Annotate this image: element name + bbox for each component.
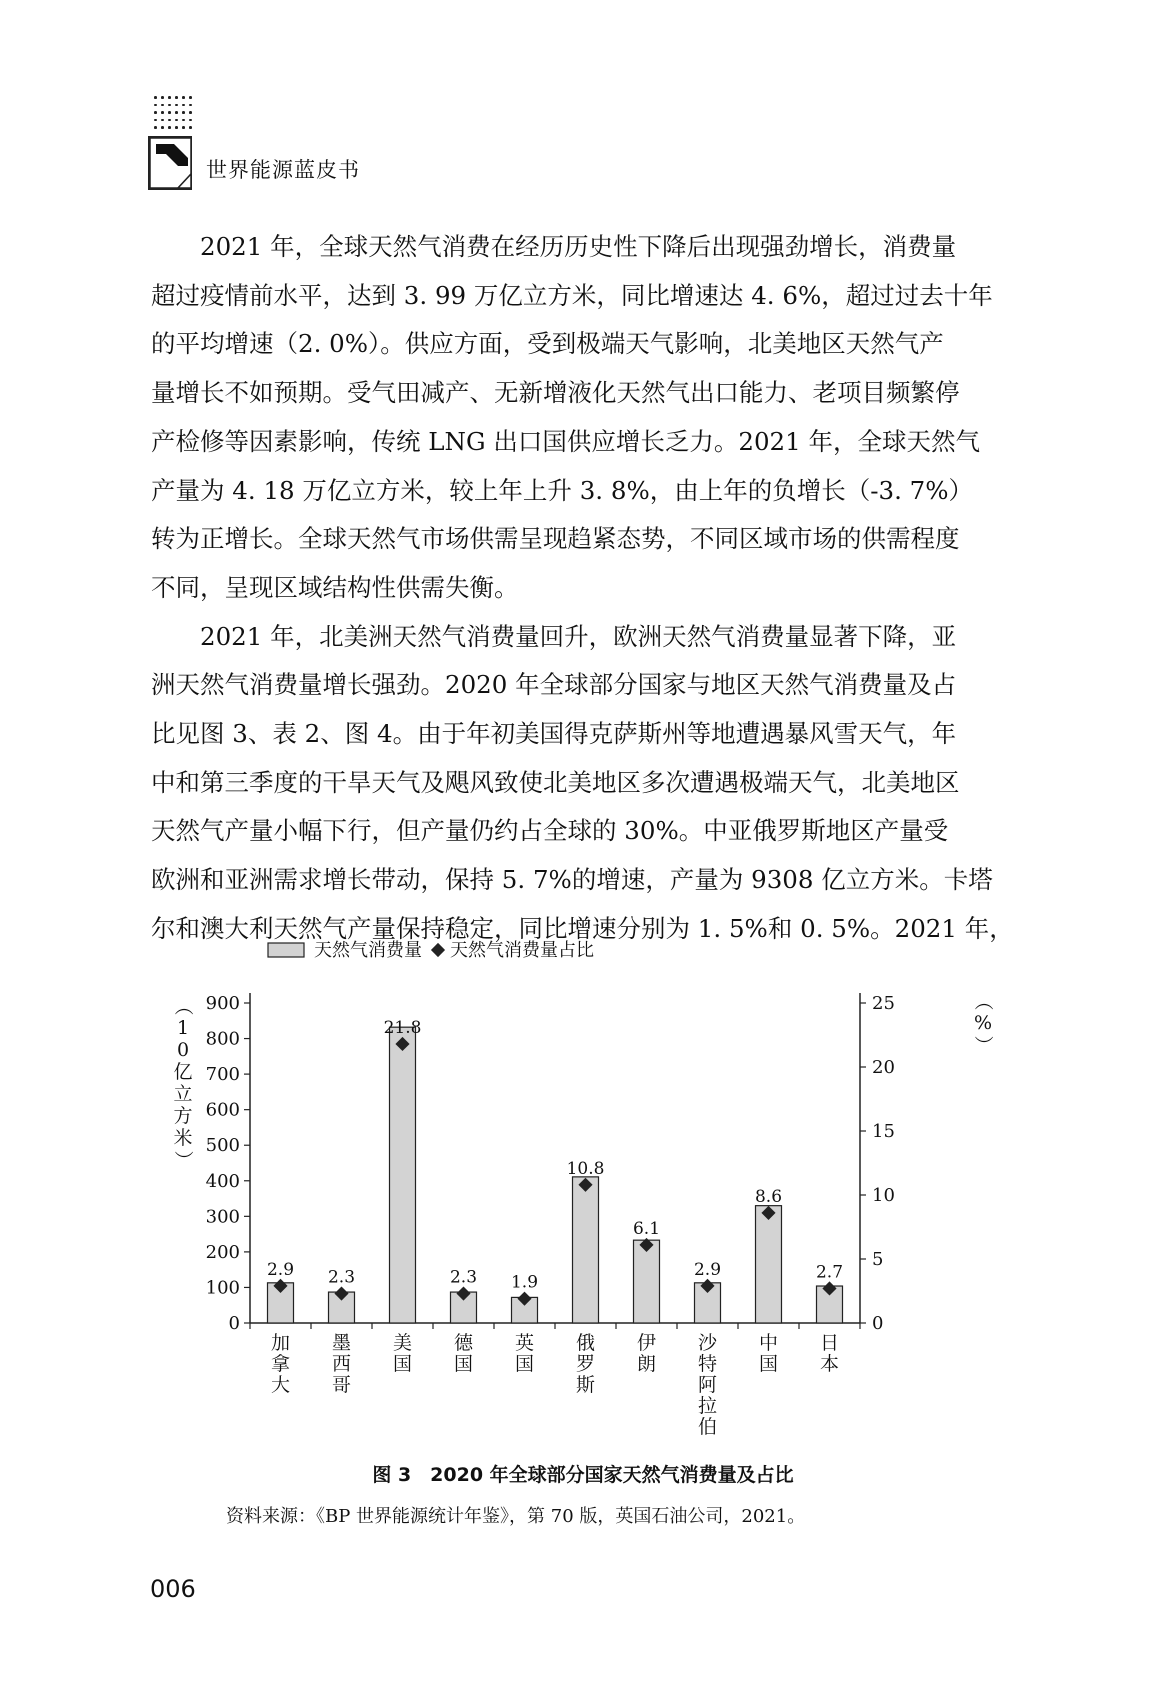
y-axis-right-label: （ % ）	[972, 991, 994, 1055]
category-label-char: 拿	[270, 1353, 291, 1375]
header-dot	[182, 111, 185, 114]
header-dot-pattern	[154, 96, 194, 134]
category-label-char: 美	[392, 1332, 413, 1354]
category-label-char: 沙	[697, 1332, 718, 1354]
body-text	[151, 223, 1017, 954]
category-label-char: 国	[453, 1353, 474, 1375]
text-line: 中和第三季度的干旱天气及飓风致使北美地区多次遭遇极端天气，北美地区	[151, 767, 960, 797]
data-label: 21.8	[383, 1017, 422, 1038]
header-dot	[182, 126, 185, 129]
header-dot	[189, 104, 192, 107]
header-dot	[175, 111, 178, 114]
header-dot	[161, 126, 164, 129]
book-logo-icon	[148, 136, 196, 194]
chart-plot	[160, 940, 1020, 1445]
text-line: 尔和澳大利天然气产量保持稳定，同比增速分别为 1. 5%和 0. 5%。2021 年，	[151, 913, 1014, 943]
bar	[756, 1206, 782, 1323]
category-label-char: 本	[819, 1353, 840, 1375]
category-label-char: 特	[697, 1353, 718, 1375]
figure-caption: 图 3 2020 年全球部分国家天然气消费量及占比	[372, 1464, 794, 1486]
category-label-char: 西	[331, 1353, 352, 1375]
text-line: 不同，呈现区域结构性供需失衡。	[151, 572, 519, 602]
category-label-char: 中	[758, 1332, 779, 1354]
text-line: 洲天然气消费量增长强劲。2020 年全球部分国家与地区天然气消费量及占	[151, 670, 957, 700]
header-dot	[175, 126, 178, 129]
category-label-char: 大	[270, 1374, 291, 1396]
header-dot	[168, 104, 171, 107]
category-label-char: 俄	[575, 1332, 596, 1354]
category-label-char: 朗	[636, 1353, 657, 1375]
category-label-char: 伊	[636, 1332, 657, 1354]
text-line: 转为正增长。全球天然气市场供需呈现趋紧态势，不同区域市场的供需程度	[151, 524, 960, 554]
data-label: 1.9	[510, 1272, 539, 1293]
text-line: 的平均增速（2. 0%）。供应方面，受到极端天气影响，北美地区天然气产	[151, 329, 944, 359]
data-label: 8.6	[754, 1186, 783, 1207]
legend-bar-swatch	[268, 943, 304, 957]
header-dot	[189, 119, 192, 122]
gas-consumption-chart	[160, 940, 1020, 1445]
data-label: 2.3	[449, 1267, 478, 1288]
data-label: 2.9	[266, 1259, 295, 1280]
y-tick-label-right: 20	[872, 1057, 895, 1078]
y-tick-label-left: 900	[205, 993, 240, 1014]
category-label-char: 英	[514, 1332, 535, 1354]
paragraph-2	[151, 613, 1017, 954]
header-dot	[182, 119, 185, 122]
data-label: 10.8	[566, 1158, 605, 1179]
category-label-char: 加	[270, 1332, 291, 1354]
category-label-char: 国	[514, 1353, 535, 1375]
data-label: 2.9	[693, 1259, 722, 1280]
y-tick-label-left: 0	[228, 1313, 240, 1334]
header-dot	[161, 111, 164, 114]
header-dot	[154, 104, 157, 107]
text-line: 产检修等因素影响，传统 LNG 出口国供应增长乏力。2021 年，全球天然气	[151, 426, 980, 456]
y-tick-label-right: 0	[872, 1313, 884, 1334]
category-label-char: 德	[453, 1332, 474, 1354]
category-label-char: 阿	[697, 1374, 718, 1396]
data-label: 6.1	[632, 1218, 661, 1239]
text-line: 超过疫情前水平，达到 3. 99 万亿立方米，同比增速达 4. 6%，超过过去十年	[151, 280, 993, 310]
bar	[634, 1240, 660, 1323]
category-label-char: 墨	[331, 1332, 352, 1354]
header-dot	[154, 111, 157, 114]
header-dot	[175, 104, 178, 107]
header-dot	[154, 119, 157, 122]
y-tick-label-left: 100	[205, 1277, 240, 1299]
y-tick-label-left: 600	[205, 1099, 240, 1121]
figure-source: 资料来源：《BP 世界能源统计年鉴》，第 70 版，英国石油公司，2021。	[226, 1506, 806, 1527]
category-label-char: 国	[392, 1353, 413, 1375]
running-header	[148, 96, 448, 201]
header-dot	[161, 119, 164, 122]
data-label: 2.7	[815, 1262, 844, 1283]
header-dot	[182, 96, 185, 99]
category-label-char: 国	[758, 1353, 779, 1375]
header-dot	[161, 104, 164, 107]
y-tick-label-right: 10	[872, 1185, 895, 1206]
header-dot	[175, 119, 178, 122]
header-dot	[175, 96, 178, 99]
text-line: 天然气产量小幅下行，但产量仍约占全球的 30%。中亚俄罗斯地区产量受	[151, 816, 949, 846]
page-number: 006	[150, 1575, 196, 1603]
text-line: 2021 年，全球天然气消费在经历历史性下降后出现强劲增长，消费量	[200, 232, 957, 261]
header-dot	[154, 126, 157, 129]
text-line: 2021 年，北美洲天然气消费量回升，欧洲天然气消费量显著下降，亚	[200, 621, 957, 651]
category-label-char: 罗	[575, 1353, 596, 1375]
text-line: 量增长不如预期。受气田减产、无新增液化天然气出口能力、老项目频繁停	[151, 378, 960, 408]
y-tick-label-left: 300	[205, 1206, 240, 1228]
y-tick-label-left: 500	[205, 1135, 240, 1157]
header-dot	[168, 111, 171, 114]
category-label-char: 拉	[697, 1395, 718, 1417]
y-axis-left-label: （ 1 0 亿 立 方 米 ）	[172, 996, 194, 1170]
header-dot	[189, 126, 192, 129]
category-label-char: 伯	[697, 1416, 718, 1438]
y-tick-label-right: 15	[872, 1121, 895, 1142]
legend-label-consumption: 天然气消费量	[314, 940, 422, 961]
data-label: 2.3	[327, 1267, 356, 1288]
book-title: 世界能源蓝皮书	[206, 158, 360, 182]
header-dot	[168, 119, 171, 122]
header-dot	[189, 111, 192, 114]
y-tick-label-right: 5	[872, 1249, 884, 1270]
header-dot	[161, 96, 164, 99]
bar	[573, 1177, 599, 1323]
bar	[390, 1027, 416, 1323]
header-dot	[189, 96, 192, 99]
paragraph-1	[151, 223, 1017, 613]
text-line: 产量为 4. 18 万亿立方米，较上年上升 3. 8%，由上年的负增长（-3. 7%）	[151, 475, 974, 505]
y-tick-label-left: 400	[205, 1170, 240, 1192]
text-line: 比见图 3、表 2、图 4。由于年初美国得克萨斯州等地遭遇暴风雪天气，年	[151, 719, 957, 749]
header-dot	[154, 96, 157, 99]
text-line: 欧洲和亚洲需求增长带动，保持 5. 7%的增速，产量为 9308 亿立方米。卡塔	[151, 865, 993, 895]
y-tick-label-right: 25	[872, 993, 895, 1014]
y-tick-label-left: 200	[205, 1241, 240, 1263]
y-tick-label-left: 800	[205, 1028, 240, 1050]
header-dot	[182, 104, 185, 107]
y-tick-label-left: 700	[205, 1064, 240, 1086]
category-label-char: 哥	[331, 1374, 352, 1396]
category-label-char: 斯	[575, 1374, 596, 1396]
header-dot	[168, 126, 171, 129]
category-label-char: 日	[819, 1332, 840, 1354]
legend-label-share: 天然气消费量占比	[450, 940, 594, 961]
header-dot	[168, 96, 171, 99]
